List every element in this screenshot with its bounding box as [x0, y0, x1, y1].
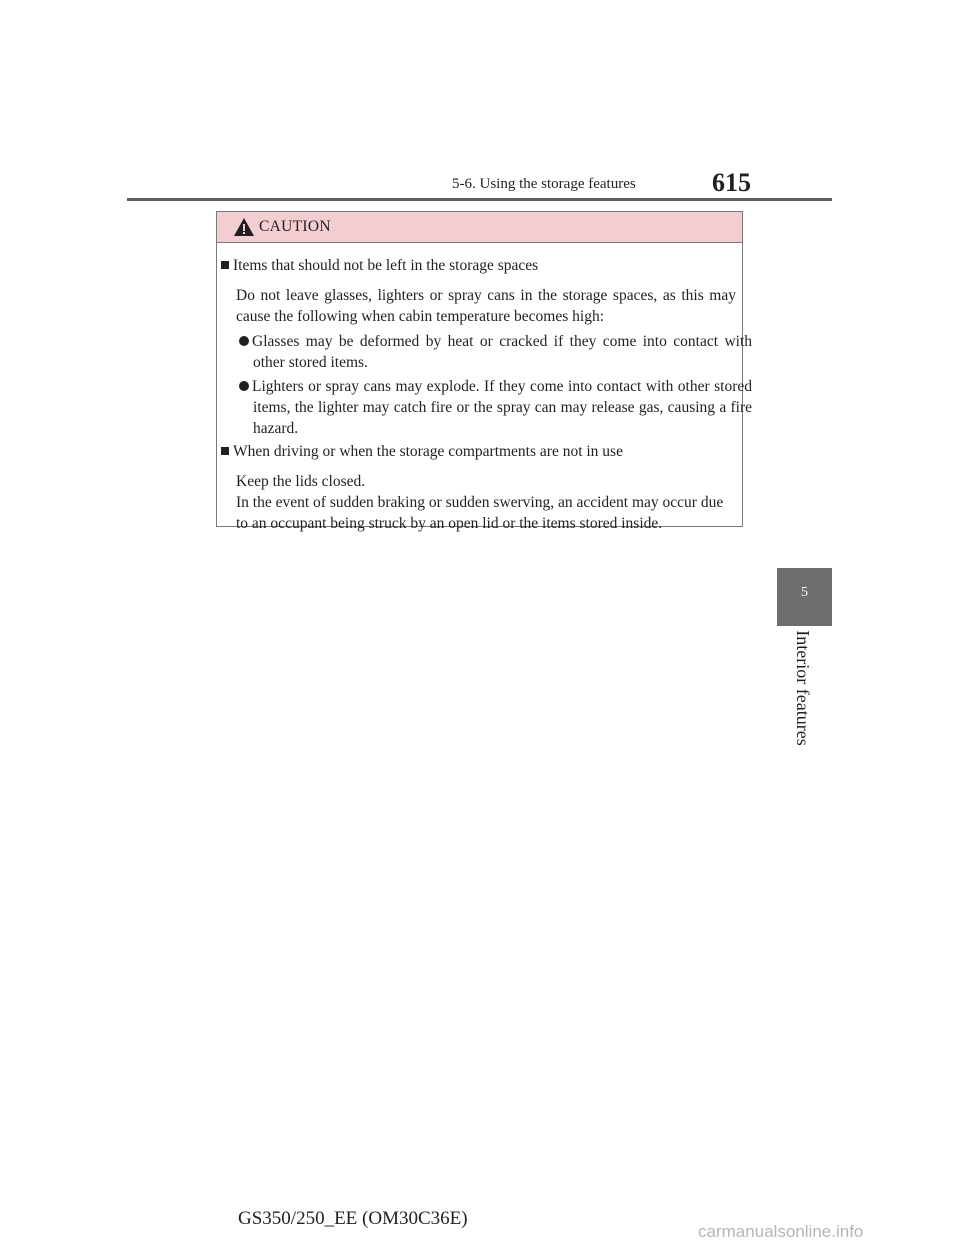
- chapter-tab: [777, 568, 832, 626]
- round-bullet-icon: [239, 336, 249, 346]
- caution-heading-items: [221, 255, 538, 276]
- caution-accident-warning: In the event of sudden braking or sudden swerving, an accident may occur due to an occupant being struck by an open lid or the items stored inside.: [236, 494, 724, 532]
- caution-heading-driving: [221, 441, 623, 462]
- bullet-glasses: [239, 331, 752, 373]
- watermark: carmanualsonline.info: [698, 1222, 864, 1241]
- caution-intro: Do not leave glasses, lighters or spray cans in the storage spaces, as this may cause the following when cabin temperature becomes high:: [236, 287, 736, 325]
- section-title: 5-6. Using the storage features: [452, 176, 636, 192]
- round-bullet-icon: [239, 381, 249, 391]
- heading-text: Items that should not be left in the storage spaces: [233, 257, 539, 274]
- caution-header: [217, 212, 742, 243]
- model-code: GS350/250_EE (OM30C36E): [238, 1208, 468, 1229]
- caution-title: CAUTION: [259, 218, 331, 235]
- bullet-lighters: [239, 376, 752, 439]
- chapter-title: Interior features: [793, 630, 813, 746]
- warning-triangle-icon: [233, 217, 255, 237]
- square-bullet-icon: [221, 447, 229, 455]
- caution-keep-closed: Keep the lids closed.: [236, 473, 366, 490]
- chapter-label: [791, 632, 815, 744]
- heading-text: When driving or when the storage compartments are not in use: [233, 443, 623, 460]
- chapter-number: 5: [801, 585, 808, 600]
- bullet-text: Lighters or spray cans may explode. If they come into contact with other stored items, the lighter may catch fire or the spray can may release gas, causing a fire hazard.: [252, 378, 752, 437]
- square-bullet-icon: [221, 261, 229, 269]
- bullet-text: Glasses may be deformed by heat or cracked if they come into contact with other stored items.: [252, 333, 752, 371]
- header-rule: [127, 198, 832, 201]
- caution-box: [216, 211, 752, 532]
- page-number: 615: [712, 168, 751, 197]
